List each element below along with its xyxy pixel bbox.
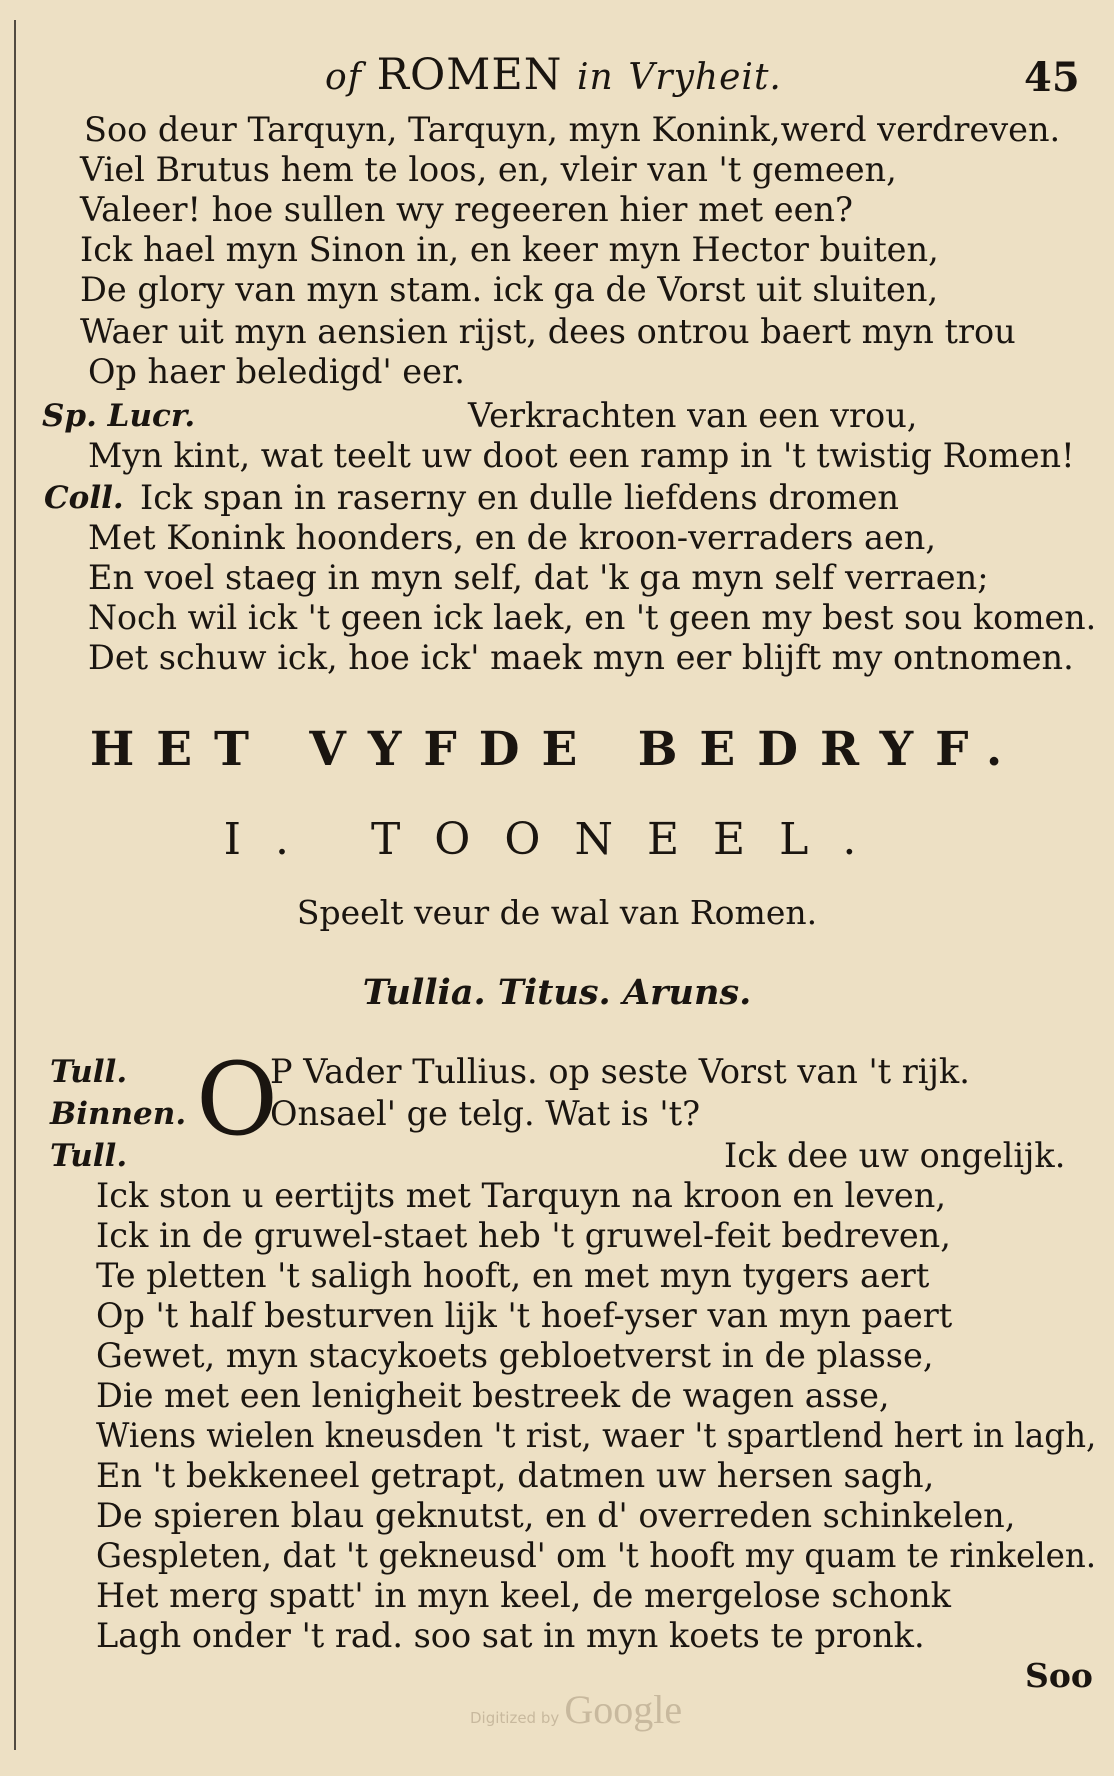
verse-line: Lagh onder 't rad. soo sat in myn koets te pronk. [96,1616,925,1655]
page-header [0,46,1114,106]
running-head-suffix: Vryheit. [628,57,782,98]
running-head-middle: in [577,57,614,98]
page-number: 45 [1024,54,1080,101]
verse-line: De spieren blau geknutst, en d' overreden schinkelen, [96,1496,1016,1535]
verse-line: Verkrachten van een vrou, [468,396,918,435]
verse-line: De glory van myn stam. ick ga de Vorst uit sluiten, [80,270,939,309]
verse-line: En voel staeg in myn self, dat 'k ga myn self verraen; [88,558,989,597]
speaker-label: Binnen. [50,1096,187,1132]
verse-line: P Vader Tullius. op seste Vorst van 't rijk. [270,1052,970,1091]
verse-line: Ick hael myn Sinon in, en keer myn Hector buiten, [80,230,939,269]
drop-capital: O [196,1041,278,1158]
digitization-watermark [470,1686,682,1733]
verse-line: Viel Brutus hem te loos, en, vleir van 't gemeen, [80,150,897,189]
verse-line: Det schuw ick, hoe ick' maek myn eer blijft my ontnomen. [88,638,1074,677]
verse-line: Ick ston u eertijts met Tarquyn na kroon en leven, [96,1176,946,1215]
verse-line: Ick in de gruwel-staet heb 't gruwel-feit bedreven, [96,1216,951,1255]
verse-line: Op 't half besturven lijk 't hoef-yser van myn paert [96,1296,953,1335]
verse-line: Die met een lenigheit bestreek de wagen asse, [96,1376,890,1415]
running-head [325,50,782,100]
verse-line: En 't bekkeneel getrapt, datmen uw hersen sagh, [96,1456,935,1495]
speaker-label: Sp. Lucr. [42,398,196,434]
verse-line: Valeer! hoe sullen wy regeeren hier met een? [80,190,853,229]
watermark-prefix: Digitized by [470,1709,560,1727]
verse-line: Het merg spatt' in myn keel, de mergelose schonk [96,1576,951,1615]
scene-title: I. TOONEEL. [223,814,891,865]
speaker-label: Coll. [44,480,124,516]
verse-line: Onsael' ge telg. Wat is 't? [270,1094,701,1133]
verse-line: Te pletten 't saligh hooft, en met myn tygers aert [96,1256,930,1295]
running-head-prefix: of [325,57,362,98]
scene-setting: Speelt veur de wal van Romen. [296,893,818,932]
speaker-label: Tull. [50,1054,128,1090]
running-head-title: ROMEN [376,50,563,100]
verse-line: Noch wil ick 't geen ick laek, en 't geen my best sou komen. [88,598,1097,637]
verse-line: Ick span in raserny en dulle liefdens dromen [140,478,899,517]
verse-line: Waer uit myn aensien rijst, dees ontrou baert myn trou [80,312,1016,351]
verse-line: Gewet, myn stacykoets gebloetverst in de plasse, [96,1336,934,1375]
act-title: HET VYFDE BEDRYF. [89,722,1025,777]
catchword: Soo [1025,1656,1093,1695]
verse-line: Soo deur Tarquyn, Tarquyn, myn Konink,werd verdreven. [84,110,1061,149]
verse-line: Op haer beledigd' eer. [88,352,465,391]
cast-list: Tullia. Titus. Aruns. [362,972,752,1013]
verse-line: Ick dee uw ongelijk. [724,1136,1066,1175]
verse-line: Gespleten, dat 't gekneusd' om 't hooft my quam te rinkelen. [96,1536,1097,1575]
verse-line: Wiens wielen kneusden 't rist, waer 't spartlend hert in lagh, [96,1416,1097,1455]
page-edge-rule [14,20,16,1750]
speaker-label: Tull. [50,1138,128,1174]
verse-line: Met Konink hoonders, en de kroon-verraders aen, [88,518,937,557]
watermark-logo: Google [564,1687,683,1732]
verse-line: Myn kint, wat teelt uw doot een ramp in 't twistig Romen! [88,436,1075,475]
